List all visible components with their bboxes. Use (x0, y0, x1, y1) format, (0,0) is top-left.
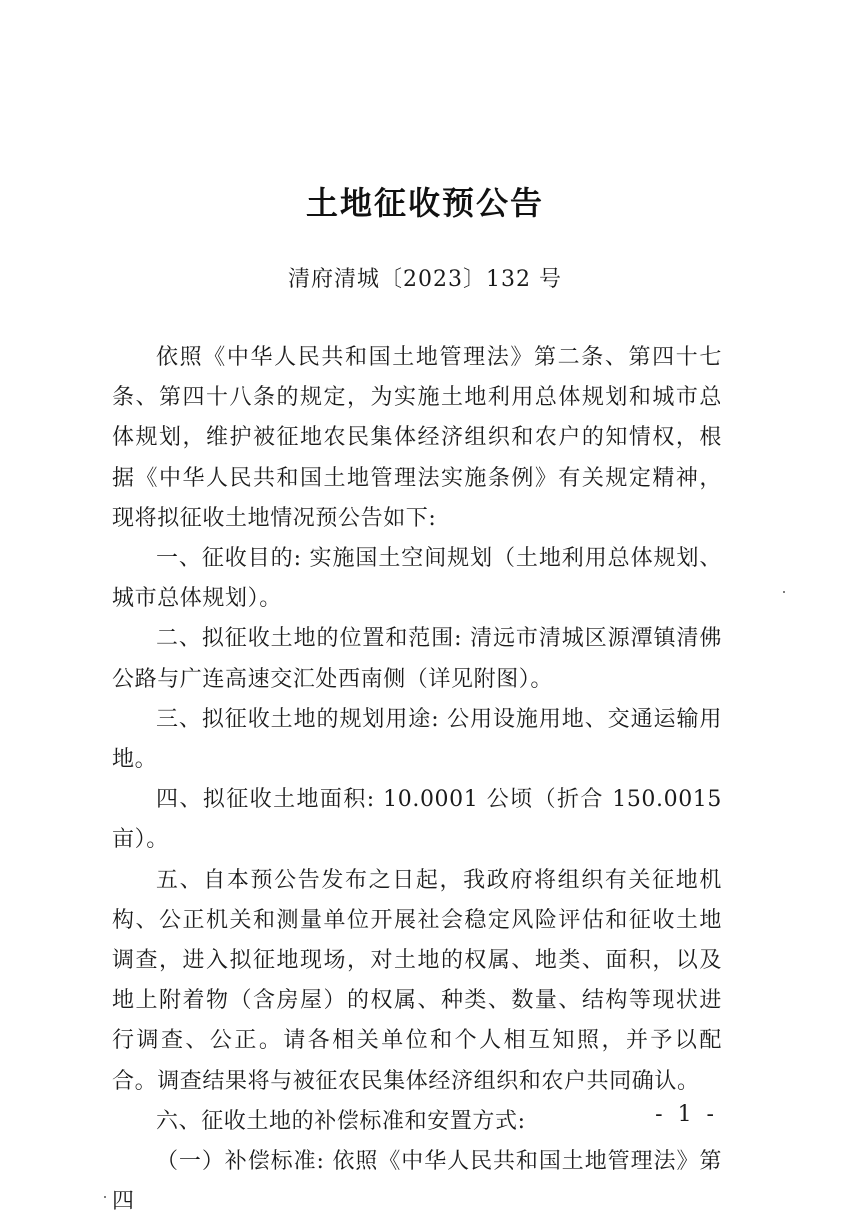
paragraph-location: 二、拟征收土地的位置和范围: 清远市清城区源潭镇清佛公路与广连高速交汇处西南侧（详见附图）。 (112, 626, 722, 692)
document-title: 土地征收预公告 (305, 184, 544, 222)
page-number: - 1 - (655, 1102, 718, 1127)
document-number: 清府清城〔2023〕132 号 (288, 267, 562, 292)
document-body (112, 338, 722, 1222)
paragraph-compensation-heading: 六、征收土地的补偿标准和安置方式: (156, 1108, 526, 1134)
paragraph-intro: 依照《中华人民共和国土地管理法》第二条、第四十七条、第四十八条的规定，为实施土地利用总体规划和城市总体规划，维护被征地农民集体经济组织和农户的知情权，根据《中华人民共和国土地管理法实施条例》有关规定精神，现将拟征收土地情况预公告如下: (112, 345, 722, 531)
scan-speck (104, 1196, 106, 1198)
paragraph-survey: 五、自本预公告发布之日起，我政府将组织有关征地机构、公正机关和测量单位开展社会稳定风险评估和征收土地调查，进入拟征地现场，对土地的权属、地类、面积，以及地上附着物（含房屋）的权属、种类、数量、结构等现状进行调查、公正。请各相关单位和个人相互知照，并予以配合。调查结果将与被征农民集体经济组织和农户共同确认。 (112, 867, 722, 1094)
paragraph-area: 四、拟征收土地面积: 10.0001 公顷（折合 150.0015 亩）。 (112, 787, 722, 853)
paragraph-purpose: 一、征收目的: 实施国土空间规划（土地利用总体规划、城市总体规划）。 (112, 546, 722, 612)
paragraph-land-use: 三、拟征收土地的规划用途: 公用设施用地、交通运输用地。 (112, 706, 722, 773)
paragraph-compensation-standard: （一）补偿标准: 依照《中华人民共和国土地管理法》第四 (112, 1149, 722, 1215)
scan-speck (783, 591, 785, 593)
